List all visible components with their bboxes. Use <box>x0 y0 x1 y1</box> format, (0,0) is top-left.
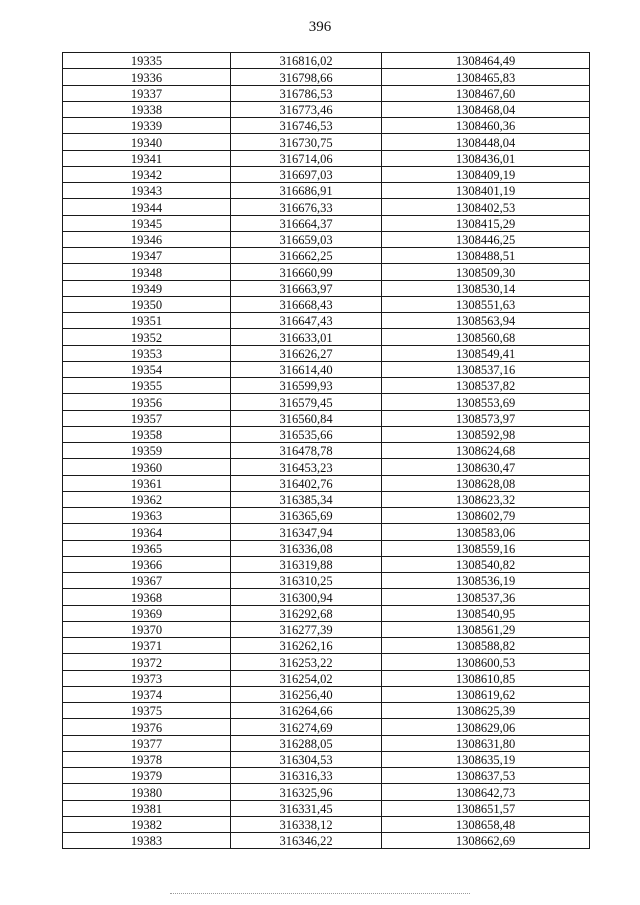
point-number-cell: 19344 <box>63 199 231 215</box>
table-row <box>63 719 590 735</box>
x-coordinate-cell: 316316,33 <box>231 768 382 784</box>
table-row <box>63 426 590 442</box>
y-coordinate-cell: 1308460,36 <box>382 118 590 134</box>
page-number: 396 <box>308 19 332 35</box>
x-coordinate-cell: 316663,97 <box>231 280 382 296</box>
y-coordinate-cell: 1308549,41 <box>382 345 590 361</box>
y-coordinate-cell: 1308629,06 <box>382 719 590 735</box>
table-row <box>63 215 590 231</box>
y-coordinate-cell: 1308540,95 <box>382 605 590 621</box>
point-number-cell: 19353 <box>63 345 231 361</box>
table-row <box>63 589 590 605</box>
table-row <box>63 459 590 475</box>
y-coordinate-cell: 1308540,82 <box>382 556 590 572</box>
x-coordinate-cell: 316773,46 <box>231 101 382 117</box>
x-coordinate-cell: 316746,53 <box>231 118 382 134</box>
y-coordinate-cell: 1308537,16 <box>382 361 590 377</box>
table-row <box>63 118 590 134</box>
x-coordinate-cell: 316478,78 <box>231 443 382 459</box>
y-coordinate-cell: 1308631,80 <box>382 735 590 751</box>
y-coordinate-cell: 1308401,19 <box>382 183 590 199</box>
table-row <box>63 621 590 637</box>
point-number-cell: 19354 <box>63 361 231 377</box>
x-coordinate-cell: 316346,22 <box>231 833 382 849</box>
y-coordinate-cell: 1308619,62 <box>382 686 590 702</box>
table-row <box>63 508 590 524</box>
point-number-cell: 19369 <box>63 605 231 621</box>
table-row <box>63 410 590 426</box>
x-coordinate-cell: 316668,43 <box>231 296 382 312</box>
y-coordinate-cell: 1308662,69 <box>382 833 590 849</box>
x-coordinate-cell: 316304,53 <box>231 751 382 767</box>
table-row <box>63 833 590 849</box>
y-coordinate-cell: 1308464,49 <box>382 53 590 69</box>
point-number-cell: 19358 <box>63 426 231 442</box>
point-number-cell: 19372 <box>63 654 231 670</box>
point-number-cell: 19382 <box>63 816 231 832</box>
point-number-cell: 19374 <box>63 686 231 702</box>
x-coordinate-cell: 316292,68 <box>231 605 382 621</box>
x-coordinate-cell: 316274,69 <box>231 719 382 735</box>
point-number-cell: 19379 <box>63 768 231 784</box>
x-coordinate-cell: 316319,88 <box>231 556 382 572</box>
table-row <box>63 605 590 621</box>
point-number-cell: 19352 <box>63 329 231 345</box>
x-coordinate-cell: 316338,12 <box>231 816 382 832</box>
x-coordinate-cell: 316365,69 <box>231 508 382 524</box>
point-number-cell: 19343 <box>63 183 231 199</box>
y-coordinate-cell: 1308624,68 <box>382 443 590 459</box>
x-coordinate-cell: 316310,25 <box>231 573 382 589</box>
point-number-cell: 19361 <box>63 475 231 491</box>
table-row <box>63 329 590 345</box>
point-number-cell: 19341 <box>63 150 231 166</box>
table-row <box>63 654 590 670</box>
bottom-rule <box>170 893 470 894</box>
y-coordinate-cell: 1308537,36 <box>382 589 590 605</box>
table-row <box>63 556 590 572</box>
x-coordinate-cell: 316697,03 <box>231 166 382 182</box>
x-coordinate-cell: 316336,08 <box>231 540 382 556</box>
x-coordinate-cell: 316664,37 <box>231 215 382 231</box>
point-number-cell: 19338 <box>63 101 231 117</box>
table-row <box>63 345 590 361</box>
point-number-cell: 19381 <box>63 800 231 816</box>
table-row <box>63 378 590 394</box>
table-row <box>63 443 590 459</box>
y-coordinate-cell: 1308561,29 <box>382 621 590 637</box>
x-coordinate-cell: 316535,66 <box>231 426 382 442</box>
table-row <box>63 199 590 215</box>
point-number-cell: 19340 <box>63 134 231 150</box>
table-row <box>63 134 590 150</box>
y-coordinate-cell: 1308553,69 <box>382 394 590 410</box>
x-coordinate-cell: 316798,66 <box>231 69 382 85</box>
x-coordinate-cell: 316262,16 <box>231 638 382 654</box>
table-row <box>63 361 590 377</box>
table-row <box>63 703 590 719</box>
point-number-cell: 19367 <box>63 573 231 589</box>
point-number-cell: 19356 <box>63 394 231 410</box>
y-coordinate-cell: 1308573,97 <box>382 410 590 426</box>
y-coordinate-cell: 1308635,19 <box>382 751 590 767</box>
x-coordinate-cell: 316254,02 <box>231 670 382 686</box>
point-number-cell: 19339 <box>63 118 231 134</box>
x-coordinate-cell: 316560,84 <box>231 410 382 426</box>
y-coordinate-cell: 1308436,01 <box>382 150 590 166</box>
x-coordinate-cell: 316626,27 <box>231 345 382 361</box>
coordinates-table-body <box>63 53 590 849</box>
table-row <box>63 735 590 751</box>
x-coordinate-cell: 316453,23 <box>231 459 382 475</box>
table-row <box>63 183 590 199</box>
x-coordinate-cell: 316325,96 <box>231 784 382 800</box>
y-coordinate-cell: 1308446,25 <box>382 231 590 247</box>
point-number-cell: 19365 <box>63 540 231 556</box>
x-coordinate-cell: 316647,43 <box>231 313 382 329</box>
x-coordinate-cell: 316686,91 <box>231 183 382 199</box>
y-coordinate-cell: 1308592,98 <box>382 426 590 442</box>
y-coordinate-cell: 1308658,48 <box>382 816 590 832</box>
x-coordinate-cell: 316660,99 <box>231 264 382 280</box>
point-number-cell: 19368 <box>63 589 231 605</box>
table-row <box>63 101 590 117</box>
y-coordinate-cell: 1308637,53 <box>382 768 590 784</box>
point-number-cell: 19346 <box>63 231 231 247</box>
point-number-cell: 19351 <box>63 313 231 329</box>
table-row <box>63 85 590 101</box>
y-coordinate-cell: 1308537,82 <box>382 378 590 394</box>
x-coordinate-cell: 316714,06 <box>231 150 382 166</box>
point-number-cell: 19337 <box>63 85 231 101</box>
x-coordinate-cell: 316676,33 <box>231 199 382 215</box>
x-coordinate-cell: 316730,75 <box>231 134 382 150</box>
y-coordinate-cell: 1308642,73 <box>382 784 590 800</box>
table-row <box>63 280 590 296</box>
point-number-cell: 19347 <box>63 248 231 264</box>
point-number-cell: 19376 <box>63 719 231 735</box>
table-row <box>63 296 590 312</box>
y-coordinate-cell: 1308602,79 <box>382 508 590 524</box>
y-coordinate-cell: 1308402,53 <box>382 199 590 215</box>
table-row <box>63 540 590 556</box>
table-row <box>63 670 590 686</box>
x-coordinate-cell: 316331,45 <box>231 800 382 816</box>
table-row <box>63 800 590 816</box>
y-coordinate-cell: 1308509,30 <box>382 264 590 280</box>
x-coordinate-cell: 316599,93 <box>231 378 382 394</box>
x-coordinate-cell: 316662,25 <box>231 248 382 264</box>
y-coordinate-cell: 1308623,32 <box>382 491 590 507</box>
point-number-cell: 19363 <box>63 508 231 524</box>
table-row <box>63 686 590 702</box>
point-number-cell: 19359 <box>63 443 231 459</box>
point-number-cell: 19364 <box>63 524 231 540</box>
y-coordinate-cell: 1308625,39 <box>382 703 590 719</box>
point-number-cell: 19355 <box>63 378 231 394</box>
x-coordinate-cell: 316288,05 <box>231 735 382 751</box>
table-row <box>63 573 590 589</box>
point-number-cell: 19345 <box>63 215 231 231</box>
y-coordinate-cell: 1308468,04 <box>382 101 590 117</box>
y-coordinate-cell: 1308559,16 <box>382 540 590 556</box>
table-row <box>63 751 590 767</box>
table-row <box>63 524 590 540</box>
table-row <box>63 166 590 182</box>
point-number-cell: 19366 <box>63 556 231 572</box>
y-coordinate-cell: 1308630,47 <box>382 459 590 475</box>
x-coordinate-cell: 316385,34 <box>231 491 382 507</box>
x-coordinate-cell: 316633,01 <box>231 329 382 345</box>
point-number-cell: 19375 <box>63 703 231 719</box>
y-coordinate-cell: 1308560,68 <box>382 329 590 345</box>
table-row <box>63 638 590 654</box>
x-coordinate-cell: 316579,45 <box>231 394 382 410</box>
table-row <box>63 491 590 507</box>
x-coordinate-cell: 316402,76 <box>231 475 382 491</box>
y-coordinate-cell: 1308488,51 <box>382 248 590 264</box>
point-number-cell: 19360 <box>63 459 231 475</box>
point-number-cell: 19357 <box>63 410 231 426</box>
point-number-cell: 19373 <box>63 670 231 686</box>
y-coordinate-cell: 1308415,29 <box>382 215 590 231</box>
y-coordinate-cell: 1308600,53 <box>382 654 590 670</box>
y-coordinate-cell: 1308651,57 <box>382 800 590 816</box>
table-row <box>63 394 590 410</box>
coordinates-table <box>62 52 590 849</box>
point-number-cell: 19348 <box>63 264 231 280</box>
y-coordinate-cell: 1308536,19 <box>382 573 590 589</box>
y-coordinate-cell: 1308610,85 <box>382 670 590 686</box>
y-coordinate-cell: 1308563,94 <box>382 313 590 329</box>
x-coordinate-cell: 316614,40 <box>231 361 382 377</box>
table-row <box>63 768 590 784</box>
y-coordinate-cell: 1308465,83 <box>382 69 590 85</box>
point-number-cell: 19377 <box>63 735 231 751</box>
x-coordinate-cell: 316253,22 <box>231 654 382 670</box>
y-coordinate-cell: 1308583,06 <box>382 524 590 540</box>
table-row <box>63 248 590 264</box>
table-row <box>63 313 590 329</box>
table-row <box>63 150 590 166</box>
x-coordinate-cell: 316256,40 <box>231 686 382 702</box>
table-row <box>63 264 590 280</box>
point-number-cell: 19335 <box>63 53 231 69</box>
y-coordinate-cell: 1308530,14 <box>382 280 590 296</box>
point-number-cell: 19371 <box>63 638 231 654</box>
y-coordinate-cell: 1308409,19 <box>382 166 590 182</box>
x-coordinate-cell: 316786,53 <box>231 85 382 101</box>
y-coordinate-cell: 1308628,08 <box>382 475 590 491</box>
point-number-cell: 19370 <box>63 621 231 637</box>
table-row <box>63 231 590 247</box>
y-coordinate-cell: 1308467,60 <box>382 85 590 101</box>
point-number-cell: 19380 <box>63 784 231 800</box>
y-coordinate-cell: 1308551,63 <box>382 296 590 312</box>
x-coordinate-cell: 316300,94 <box>231 589 382 605</box>
table-row <box>63 53 590 69</box>
x-coordinate-cell: 316347,94 <box>231 524 382 540</box>
table-row <box>63 69 590 85</box>
point-number-cell: 19342 <box>63 166 231 182</box>
point-number-cell: 19350 <box>63 296 231 312</box>
x-coordinate-cell: 316277,39 <box>231 621 382 637</box>
x-coordinate-cell: 316659,03 <box>231 231 382 247</box>
point-number-cell: 19362 <box>63 491 231 507</box>
x-coordinate-cell: 316816,02 <box>231 53 382 69</box>
point-number-cell: 19383 <box>63 833 231 849</box>
table-row <box>63 475 590 491</box>
point-number-cell: 19349 <box>63 280 231 296</box>
point-number-cell: 19378 <box>63 751 231 767</box>
table-row <box>63 816 590 832</box>
table-row <box>63 784 590 800</box>
y-coordinate-cell: 1308448,04 <box>382 134 590 150</box>
y-coordinate-cell: 1308588,82 <box>382 638 590 654</box>
x-coordinate-cell: 316264,66 <box>231 703 382 719</box>
point-number-cell: 19336 <box>63 69 231 85</box>
